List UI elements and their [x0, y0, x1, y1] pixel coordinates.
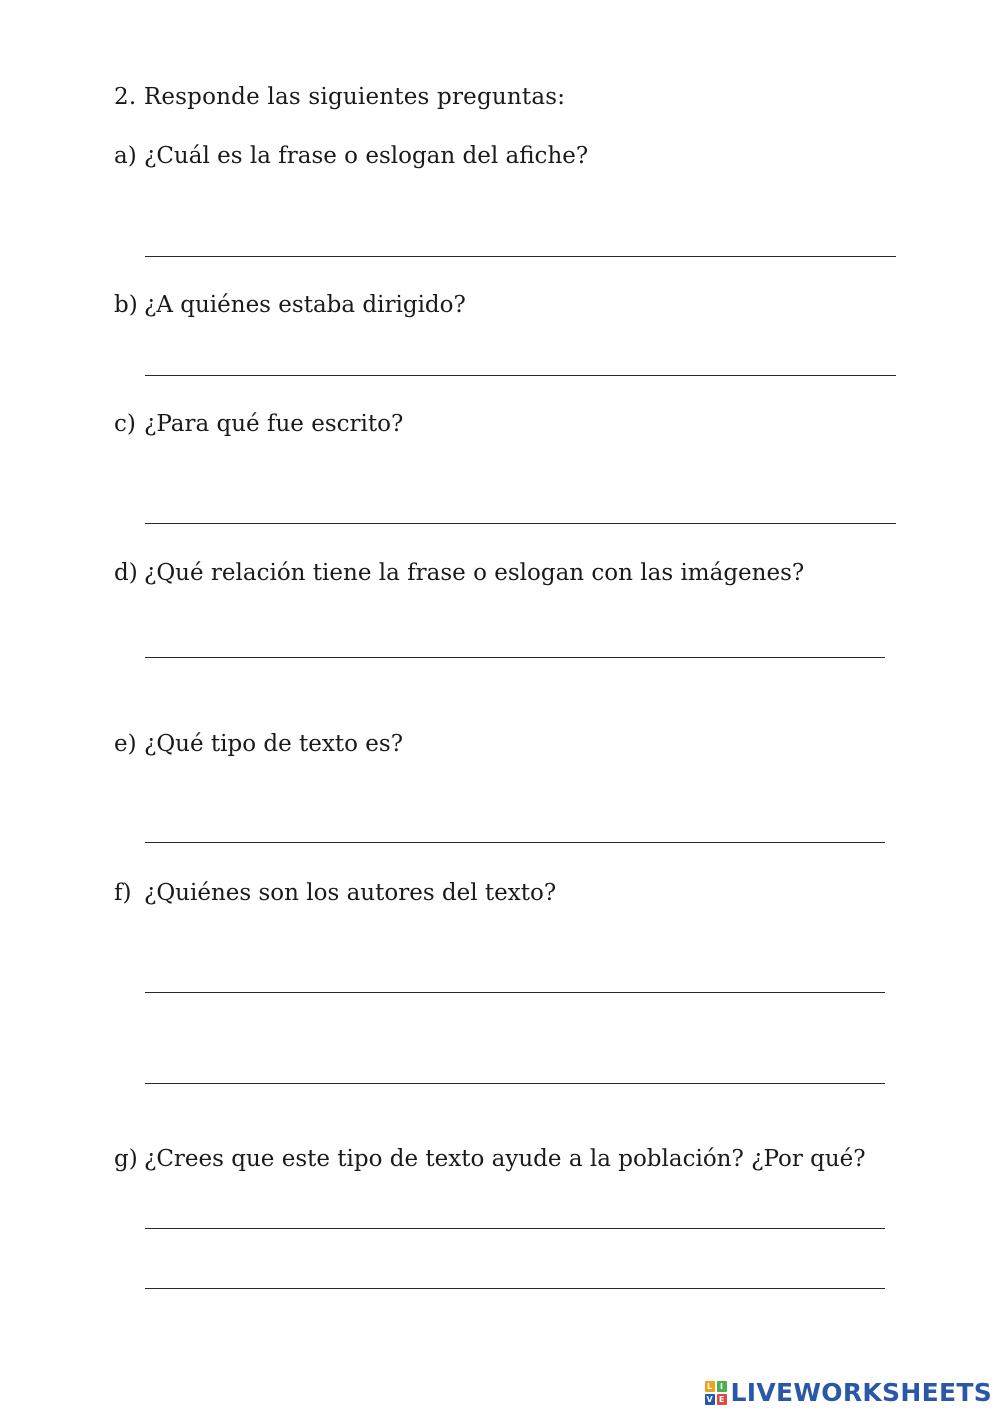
- logo-tile: L: [705, 1381, 715, 1392]
- answer-line-f-1[interactable]: [145, 992, 885, 993]
- question-f: [114, 880, 556, 906]
- answer-line-a[interactable]: [145, 256, 896, 257]
- answer-line-g-1[interactable]: [145, 1228, 885, 1229]
- answer-line-g-2[interactable]: [145, 1288, 885, 1289]
- question-text: ¿Qué relación tiene la frase o eslogan con las imágenes?: [144, 560, 805, 586]
- question-c: [114, 411, 403, 437]
- question-letter: e): [114, 731, 137, 757]
- answer-line-f-2[interactable]: [145, 1083, 885, 1084]
- question-text: ¿A quiénes estaba dirigido?: [144, 292, 466, 318]
- question-text: ¿Crees que este tipo de texto ayude a la población? ¿Por qué?: [144, 1146, 866, 1172]
- instructions-heading: 2. Responde las siguientes preguntas:: [114, 84, 566, 110]
- question-b: [114, 292, 466, 318]
- question-letter: c): [114, 411, 136, 437]
- question-letter: d): [114, 560, 138, 586]
- answer-line-b[interactable]: [145, 375, 896, 376]
- question-d: [114, 560, 804, 586]
- question-text: ¿Cuál es la frase o eslogan del afiche?: [144, 143, 589, 169]
- question-text: ¿Para qué fue escrito?: [144, 411, 404, 437]
- logo-tile: V: [706, 1395, 713, 1404]
- answer-line-c[interactable]: [145, 523, 896, 524]
- question-e: [114, 731, 403, 757]
- liveworksheets-logo-icon: [705, 1381, 727, 1405]
- question-g: [114, 1146, 866, 1172]
- question-letter: a): [114, 143, 137, 169]
- liveworksheets-brand: [705, 1379, 992, 1407]
- question-letter: g): [114, 1146, 138, 1172]
- question-text: ¿Qué tipo de texto es?: [144, 731, 404, 757]
- logo-tile: E: [717, 1394, 727, 1405]
- question-a: [114, 143, 588, 169]
- question-letter: b): [114, 292, 138, 318]
- question-letter: f): [114, 880, 132, 906]
- liveworksheets-wordmark: LIVEWORKSHEETS: [730, 1378, 992, 1407]
- question-text: ¿Quiénes son los autores del texto?: [144, 880, 557, 906]
- answer-line-d[interactable]: [145, 657, 885, 658]
- logo-tile: I: [717, 1381, 727, 1392]
- answer-line-e[interactable]: [145, 842, 885, 843]
